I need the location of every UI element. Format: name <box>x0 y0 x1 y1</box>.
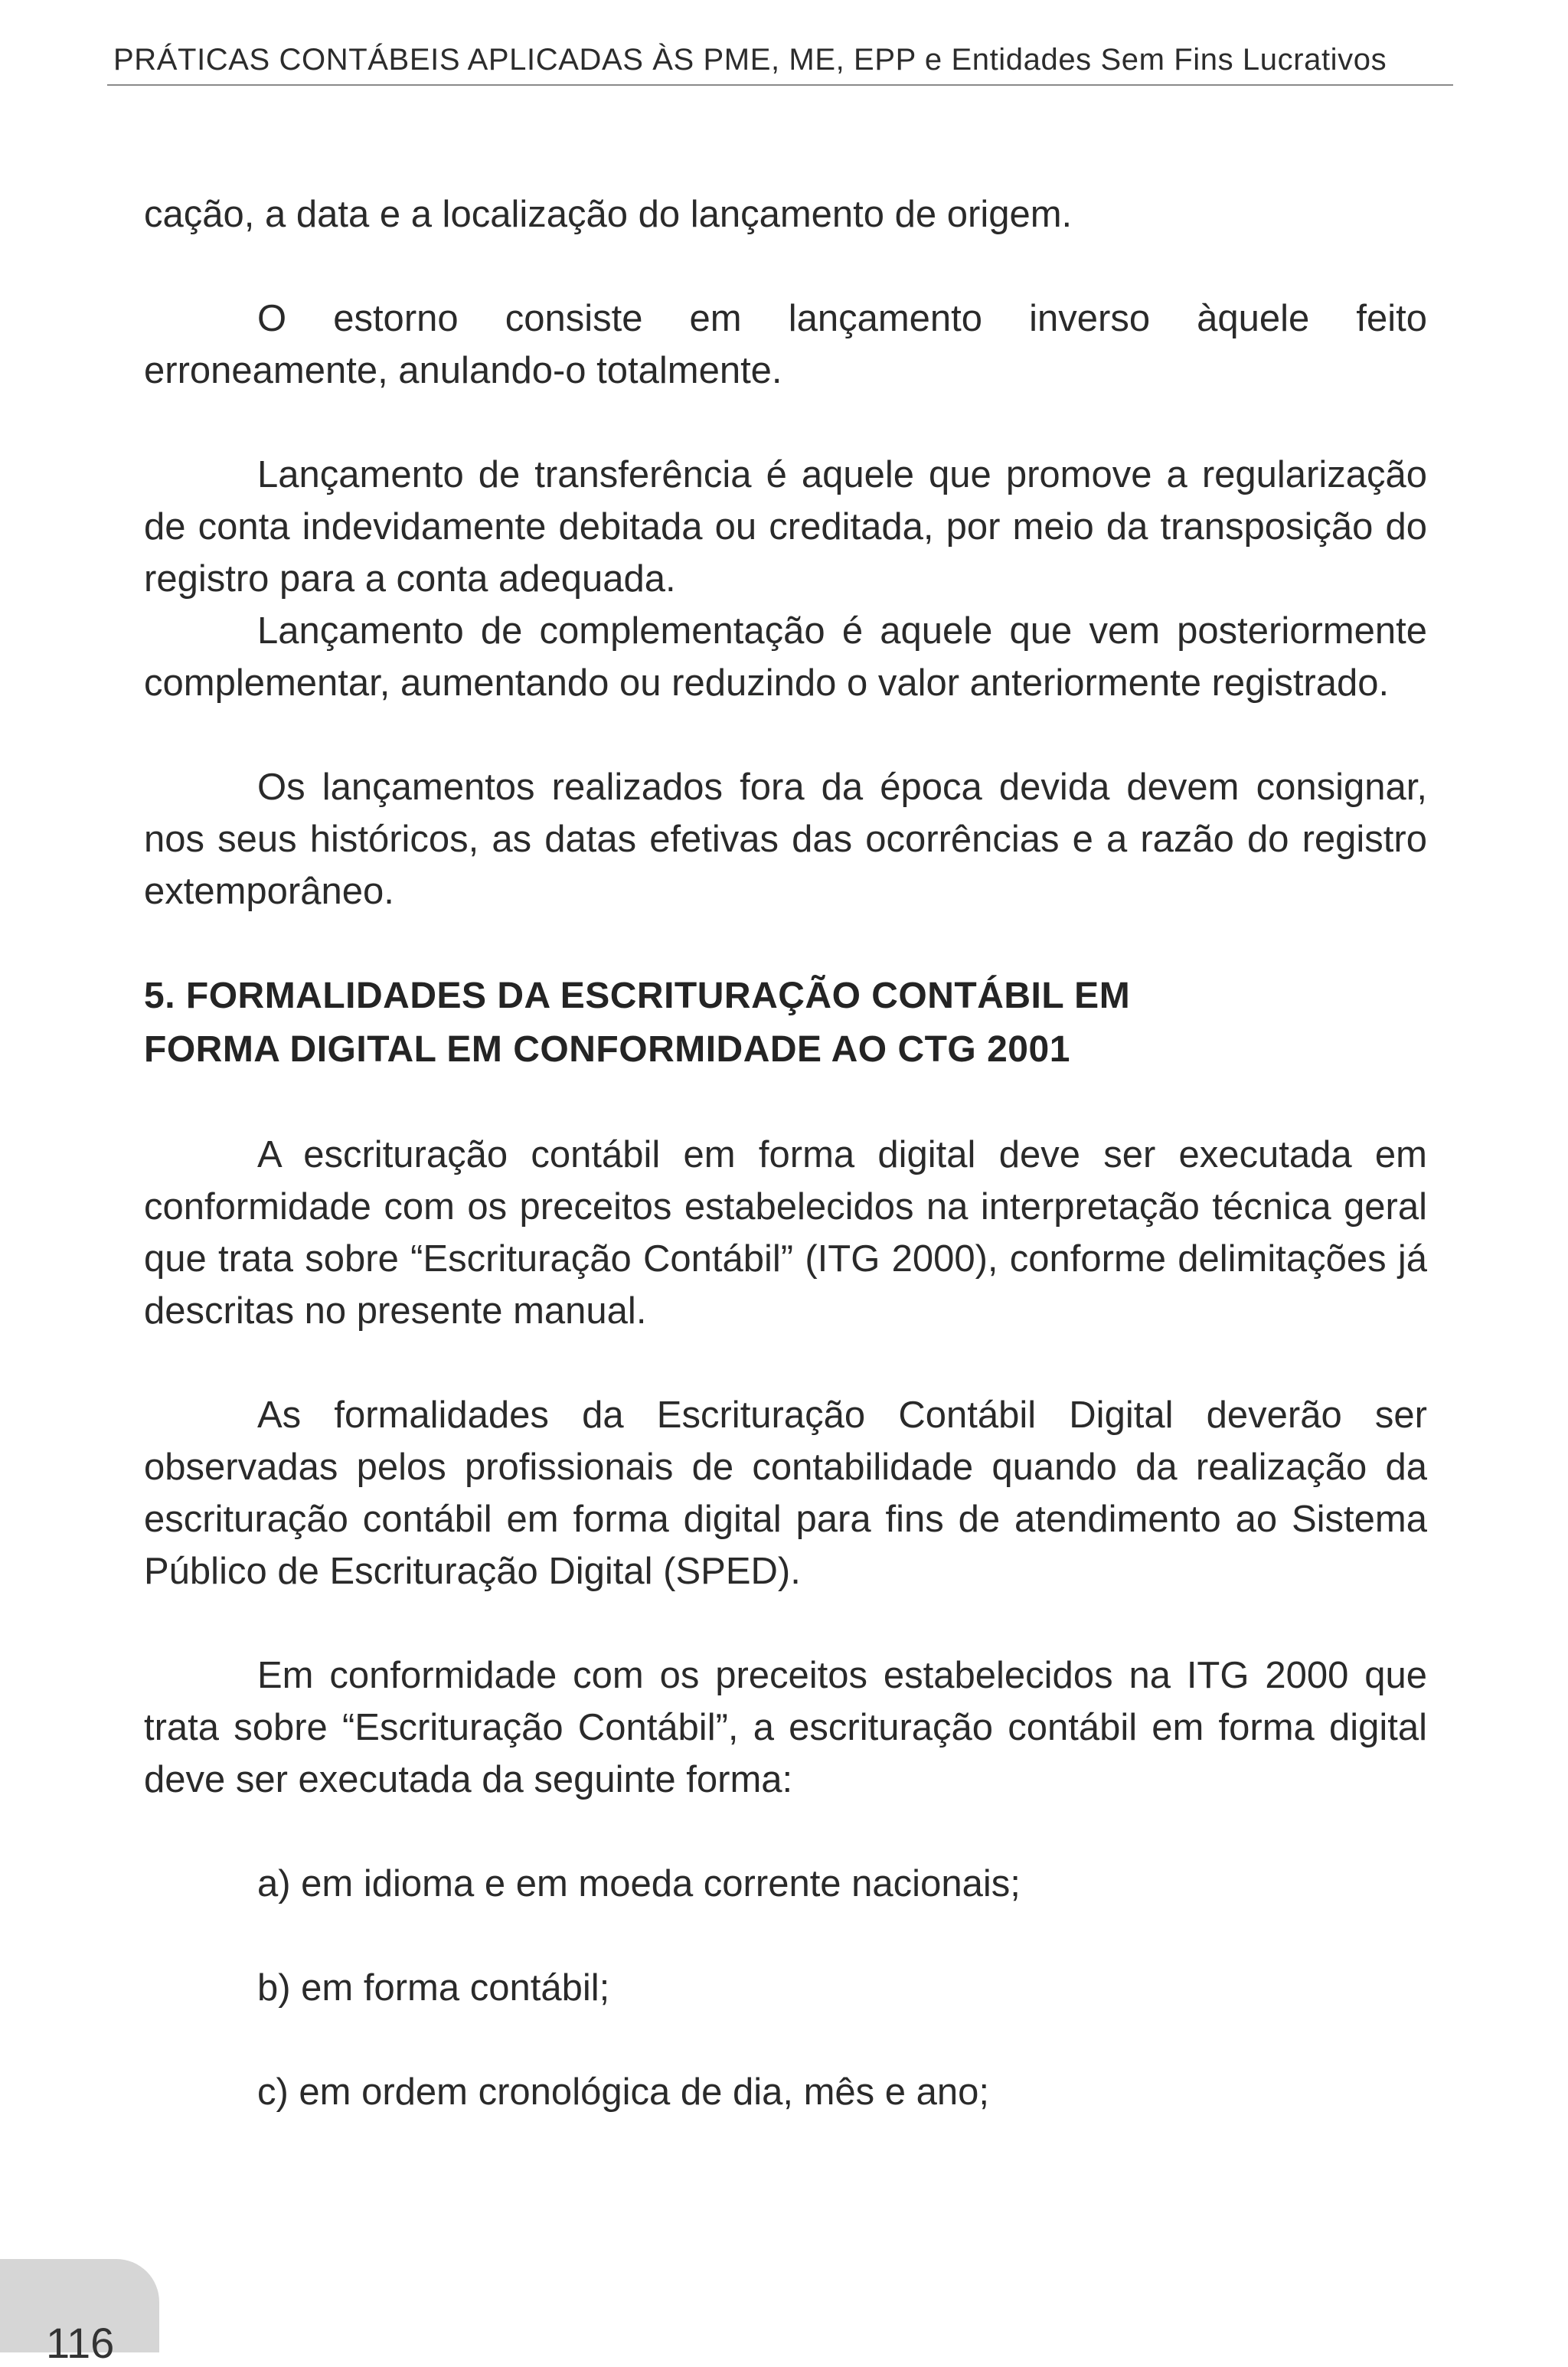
paragraph-preceitos: Em conformidade com os preceitos estabelecidos na ITG 2000 que trata sobre “Escrituração Contábil”, a escrituração contábil em forma digital deve ser executada da seguinte forma: <box>144 1655 1427 1800</box>
paragraph-extemporaneo: Os lançamentos realizados fora da época devida devem consignar, nos seus históricos, as datas efetivas das ocorrências e a razão do registro extemporâneo. <box>144 767 1427 912</box>
paragraph-complementacao: Lançamento de complementação é aquele que vem posteriormente complementar, aumentando ou reduzindo o valor anteriormente registrado. <box>144 610 1427 704</box>
running-header: PRÁTICAS CONTÁBEIS APLICADAS ÀS PME, ME, EPP e Entidades Sem Fins Lucrativos <box>113 43 1387 77</box>
paragraph-formalidades: As formalidades da Escrituração Contábil Digital deverão ser observadas pelos profissionais de contabilidade quando da realização da escrituração contábil em forma digital para fins de atendimento ao Sistema Público de Escrituração Digital (SPED). <box>144 1394 1427 1592</box>
paragraph-transferencia: Lançamento de transferência é aquele que promove a regularização de conta indevidamente debitada ou creditada, por meio da transposição do registro para a conta adequada. <box>144 454 1427 600</box>
header-divider <box>107 84 1453 86</box>
paragraph-escrituracao-digital: A escrituração contábil em forma digital deve ser executada em conformidade com os preceitos estabelecidos na interpretação técnica geral que trata sobre “Escrituração Contábil” (ITG 2000), conforme delimitações já descritas no presente manual. <box>144 1134 1427 1332</box>
page-number: 116 <box>46 2319 115 2367</box>
list-item: c) em ordem cronológica de dia, mês e ano; <box>257 2071 989 2113</box>
paragraph-estorno: O estorno consiste em lançamento inverso àquele feito erroneamente, anulando-o totalmente. <box>144 298 1427 391</box>
section-heading-line-2: FORMA DIGITAL EM CONFORMIDADE AO CTG 2001 <box>144 1029 1070 1070</box>
section-heading-line-1: 5. FORMALIDADES DA ESCRITURAÇÃO CONTÁBIL EM <box>144 976 1131 1016</box>
paragraph-continuation: cação, a data e a localização do lançamento de origem. <box>144 194 1073 235</box>
list-item: a) em idioma e em moeda corrente nacionais; <box>257 1863 1021 1904</box>
list-item: b) em forma contábil; <box>257 1967 610 2009</box>
section-heading <box>144 969 1427 1077</box>
page-body <box>144 188 1427 2118</box>
